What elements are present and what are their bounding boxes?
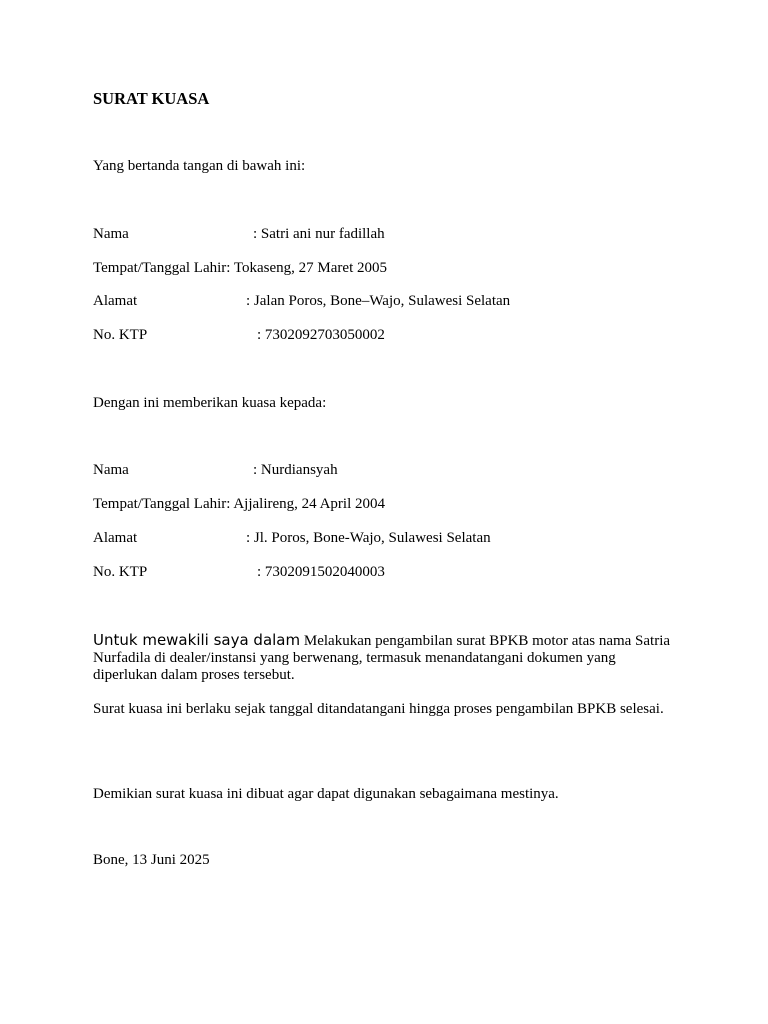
grantee-name-label: Nama [93, 462, 129, 478]
grantee-ktp-row [93, 564, 385, 581]
purpose-lead: Untuk mewakili saya dalam [93, 631, 301, 649]
grantor-ktp-row [93, 327, 385, 344]
purpose-paragraph [93, 632, 683, 684]
grantor-birth-row: Tempat/Tanggal Lahir: Tokaseng, 27 Maret 2005 [93, 260, 387, 276]
grantor-name-row [93, 226, 385, 243]
grantee-address-value: : Jl. Poros, Bone-Wajo, Sulawesi Selatan [246, 530, 491, 546]
document-title: SURAT KUASA [93, 89, 210, 108]
intro-text: Yang bertanda tangan di bawah ini: [93, 158, 306, 174]
purpose-body: Melakukan pengambilan surat BPKB motor atas nama Satria Nurfadila di dealer/instansi yang berwenang, termasuk menandatangani dokumen yang diperlukan dalam proses tersebut. [93, 633, 671, 683]
grantor-name-value: : Satri ani nur fadillah [253, 226, 385, 242]
grantor-name-label: Nama [93, 226, 129, 242]
validity-paragraph: Surat kuasa ini berlaku sejak tanggal ditandatangani hingga proses pengambilan BPKB selesai. [93, 701, 664, 717]
grantee-name-value: : Nurdiansyah [253, 462, 338, 478]
grantor-address-value: : Jalan Poros, Bone–Wajo, Sulawesi Selatan [246, 293, 511, 309]
grantee-ktp-value: : 7302091502040003 [257, 564, 385, 580]
grantor-address-label: Alamat [93, 293, 138, 309]
closing-text: Demikian surat kuasa ini dibuat agar dapat digunakan sebagaimana mestinya. [93, 786, 559, 802]
grantor-ktp-value: : 7302092703050002 [257, 327, 385, 343]
grantee-address-label: Alamat [93, 530, 138, 546]
grantee-birth-row: Tempat/Tanggal Lahir: Ajjalireng, 24 April 2004 [93, 496, 386, 512]
grantor-address-row [93, 293, 511, 310]
grantor-ktp-label: No. KTP [93, 327, 148, 343]
grantee-ktp-label: No. KTP [93, 564, 148, 580]
grantee-name-row [93, 462, 338, 479]
grantee-address-row [93, 530, 491, 547]
transition-text: Dengan ini memberikan kuasa kepada: [93, 395, 327, 411]
place-date: Bone, 13 Juni 2025 [93, 852, 210, 868]
